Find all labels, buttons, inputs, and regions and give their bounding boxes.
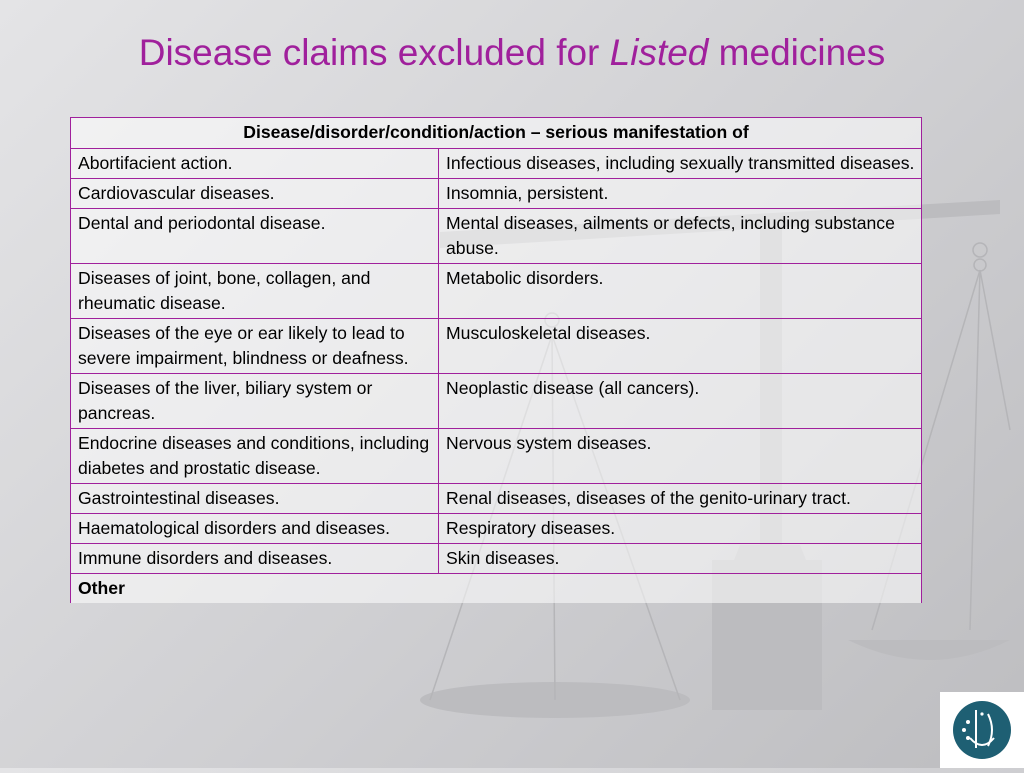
table-row	[71, 209, 922, 264]
table-cell: Cardiovascular diseases.	[71, 179, 439, 209]
organization-logo	[940, 692, 1024, 768]
title-suffix: medicines	[708, 32, 886, 73]
table-cell: Diseases of the liver, biliary system or pancreas.	[71, 374, 439, 429]
table-cell: Skin diseases.	[439, 544, 922, 574]
slide-title	[0, 32, 1024, 74]
table-row	[71, 179, 922, 209]
organization-logo-icon	[940, 692, 1024, 768]
table-cell: Metabolic disorders.	[439, 264, 922, 319]
disease-claims-table	[70, 117, 922, 603]
table-cell: Dental and periodontal disease.	[71, 209, 439, 264]
table-footer-cell: Other	[71, 574, 922, 604]
title-prefix: Disease claims excluded for	[138, 32, 610, 73]
table-cell: Insomnia, persistent.	[439, 179, 922, 209]
table-row	[71, 374, 922, 429]
table-row	[71, 319, 922, 374]
table-cell: Endocrine diseases and conditions, including diabetes and prostatic disease.	[71, 429, 439, 484]
table-cell: Musculoskeletal diseases.	[439, 319, 922, 374]
table-row	[71, 149, 922, 179]
table-cell: Immune disorders and diseases.	[71, 544, 439, 574]
table-cell: Haematological disorders and diseases.	[71, 514, 439, 544]
table-footer-row	[71, 574, 922, 604]
title-italic-word: Listed	[609, 32, 709, 73]
table-cell: Diseases of the eye or ear likely to lead to severe impairment, blindness or deafness.	[71, 319, 439, 374]
table-header: Disease/disorder/condition/action – serious manifestation of	[71, 118, 922, 149]
table-cell: Abortifacient action.	[71, 149, 439, 179]
table-cell: Diseases of joint, bone, collagen, and rheumatic disease.	[71, 264, 439, 319]
table-header-row	[71, 118, 922, 149]
table-row	[71, 514, 922, 544]
table-row	[71, 484, 922, 514]
table-cell: Respiratory diseases.	[439, 514, 922, 544]
table-cell: Renal diseases, diseases of the genito-urinary tract.	[439, 484, 922, 514]
table-row	[71, 264, 922, 319]
table-cell: Gastrointestinal diseases.	[71, 484, 439, 514]
table-cell: Nervous system diseases.	[439, 429, 922, 484]
table-cell: Infectious diseases, including sexually transmitted diseases.	[439, 149, 922, 179]
table-cell: Mental diseases, ailments or defects, including substance abuse.	[439, 209, 922, 264]
table-row	[71, 544, 922, 574]
table-row	[71, 429, 922, 484]
table-cell: Neoplastic disease (all cancers).	[439, 374, 922, 429]
